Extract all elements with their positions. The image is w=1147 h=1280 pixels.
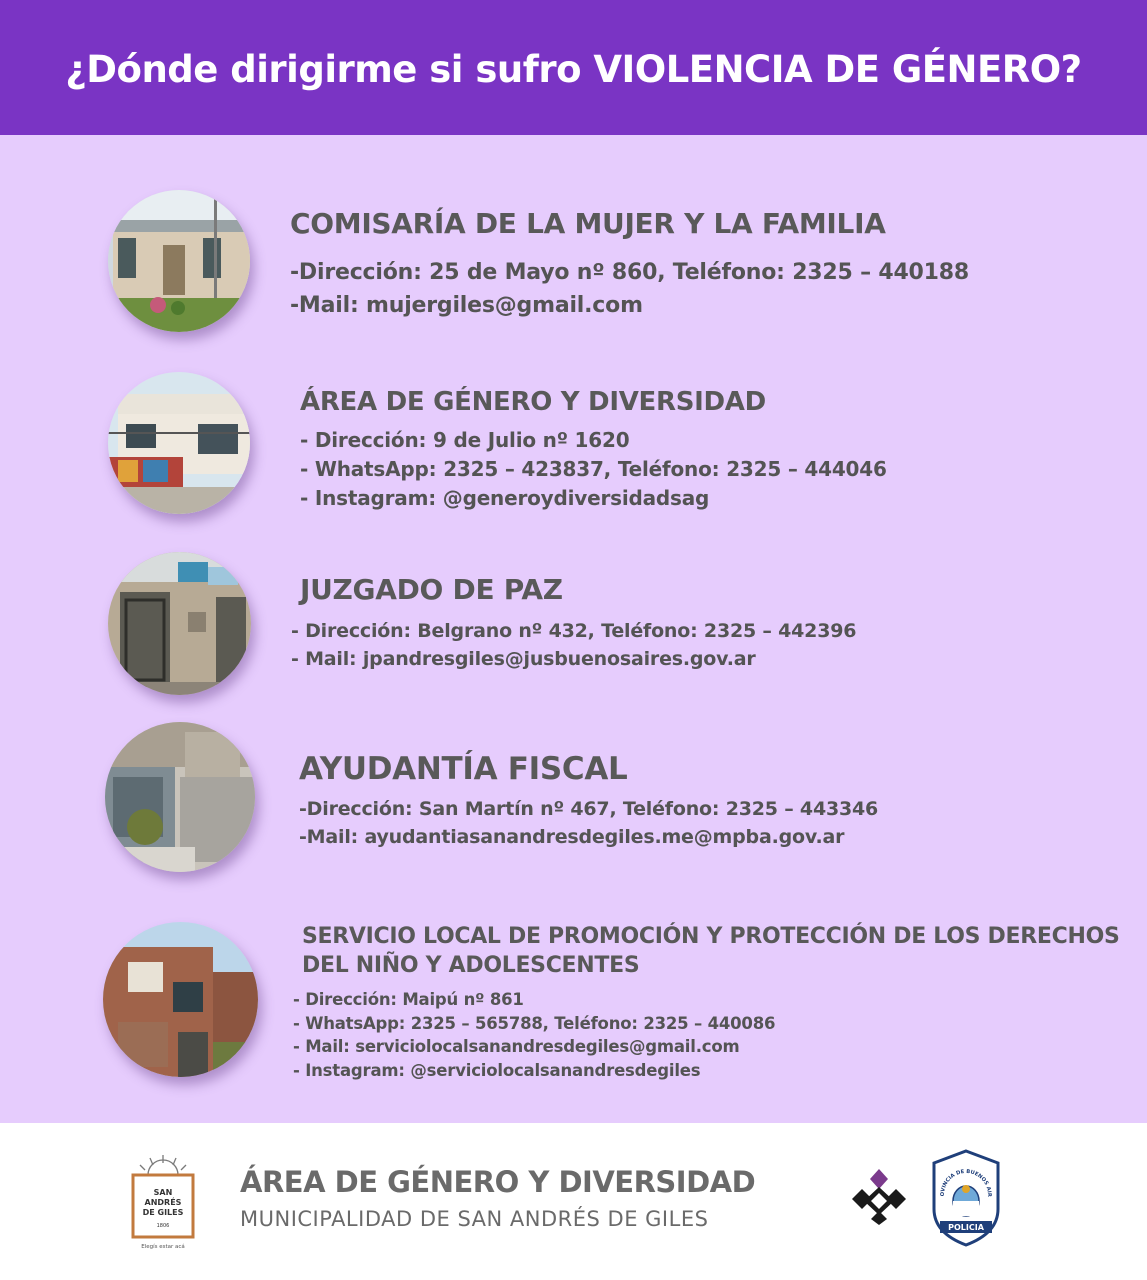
detail-whatsapp-phone: - WhatsApp: 2325 – 565788, Teléfono: 2325 – 440086	[293, 1013, 776, 1033]
entry-details	[290, 256, 969, 322]
municipal-logo-year: 1806	[156, 1223, 170, 1229]
detail-address: - Dirección: 9 de Julio nº 1620	[300, 428, 630, 452]
building-photo-icon	[103, 922, 258, 1077]
municipal-logo-tagline: Elegís estar acá	[141, 1244, 185, 1250]
building-photo-icon	[108, 190, 250, 332]
entry-title-line: DEL NIÑO Y ADOLESCENTES	[302, 953, 640, 978]
emblem-icon	[850, 1167, 908, 1227]
building-photo-icon	[108, 372, 250, 514]
police-ring-text: OVINCIA DE BUENOS AIR	[939, 1168, 993, 1197]
entry-title-line: SERVICIO LOCAL DE PROMOCIÓN Y PROTECCIÓN DE LOS DERECHOS	[302, 924, 1120, 949]
footer-subtitle: MUNICIPALIDAD DE SAN ANDRÉS DE GILES	[240, 1207, 709, 1231]
detail-mail: - Mail: jpandresgiles@jusbuenosaires.gov.ar	[291, 648, 756, 670]
sun-icon	[128, 1153, 198, 1251]
municipal-logo-text: ANDRÉS	[144, 1198, 182, 1207]
photo-servicio-local-building	[103, 922, 258, 1077]
entry-details	[291, 617, 856, 673]
detail-mail: - Mail: serviciolocalsanandresdegiles@gmail.com	[293, 1037, 740, 1056]
detail-address: - Dirección: Maipú nº 861	[293, 990, 524, 1009]
building-photo-icon	[105, 722, 255, 872]
entry-title: JUZGADO DE PAZ	[300, 573, 563, 606]
detail-address-phone: - Dirección: Belgrano nº 432, Teléfono: 2325 – 442396	[291, 620, 857, 642]
photo-area-genero-building	[108, 372, 250, 514]
entry-details	[293, 988, 775, 1082]
footer-title: ÁREA DE GÉNERO Y DIVERSIDAD	[240, 1165, 756, 1199]
detail-address-phone: -Dirección: San Martín nº 467, Teléfono: 2325 – 443346	[299, 798, 879, 820]
municipal-logo-text: SAN	[153, 1188, 173, 1197]
photo-juzgado-building	[108, 552, 251, 695]
header-banner	[0, 0, 1147, 135]
building-photo-icon	[108, 552, 251, 695]
footer	[0, 1123, 1147, 1280]
detail-instagram: - Instagram: @serviciolocalsanandresdegiles	[293, 1060, 701, 1080]
detail-instagram: - Instagram: @generoydiversidadsag	[300, 486, 710, 510]
municipal-logo-text: DE GILES	[142, 1208, 184, 1217]
entry-details	[300, 426, 887, 513]
page-title: ¿Dónde dirigirme si sufro VIOLENCIA DE GÉNERO?	[65, 48, 1082, 91]
entry-title-multiline	[302, 922, 1120, 980]
detail-mail: -Mail: mujergiles@gmail.com	[290, 293, 643, 318]
contacts-section	[0, 135, 1147, 1123]
photo-comisaria-building	[108, 190, 250, 332]
detail-address-phone: -Dirección: 25 de Mayo nº 860, Teléfono: 2325 – 440188	[290, 260, 969, 285]
entry-title: COMISARÍA DE LA MUJER Y LA FAMILIA	[290, 207, 886, 240]
police-badge-icon	[928, 1149, 1004, 1247]
detail-mail: -Mail: ayudantiasanandresdegiles.me@mpba.gov.ar	[299, 826, 845, 848]
ministry-emblem-logo	[850, 1167, 908, 1227]
detail-whatsapp-phone: - WhatsApp: 2325 – 423837, Teléfono: 2325 – 444046	[300, 457, 887, 481]
photo-ayudantia-building	[105, 722, 255, 872]
police-label: POLICIA	[948, 1223, 984, 1232]
entry-details	[299, 795, 878, 851]
municipality-logo	[128, 1153, 198, 1251]
entry-title: AYUDANTÍA FISCAL	[299, 751, 628, 787]
police-badge-logo	[928, 1149, 1004, 1247]
entry-title: ÁREA DE GÉNERO Y DIVERSIDAD	[300, 387, 766, 417]
